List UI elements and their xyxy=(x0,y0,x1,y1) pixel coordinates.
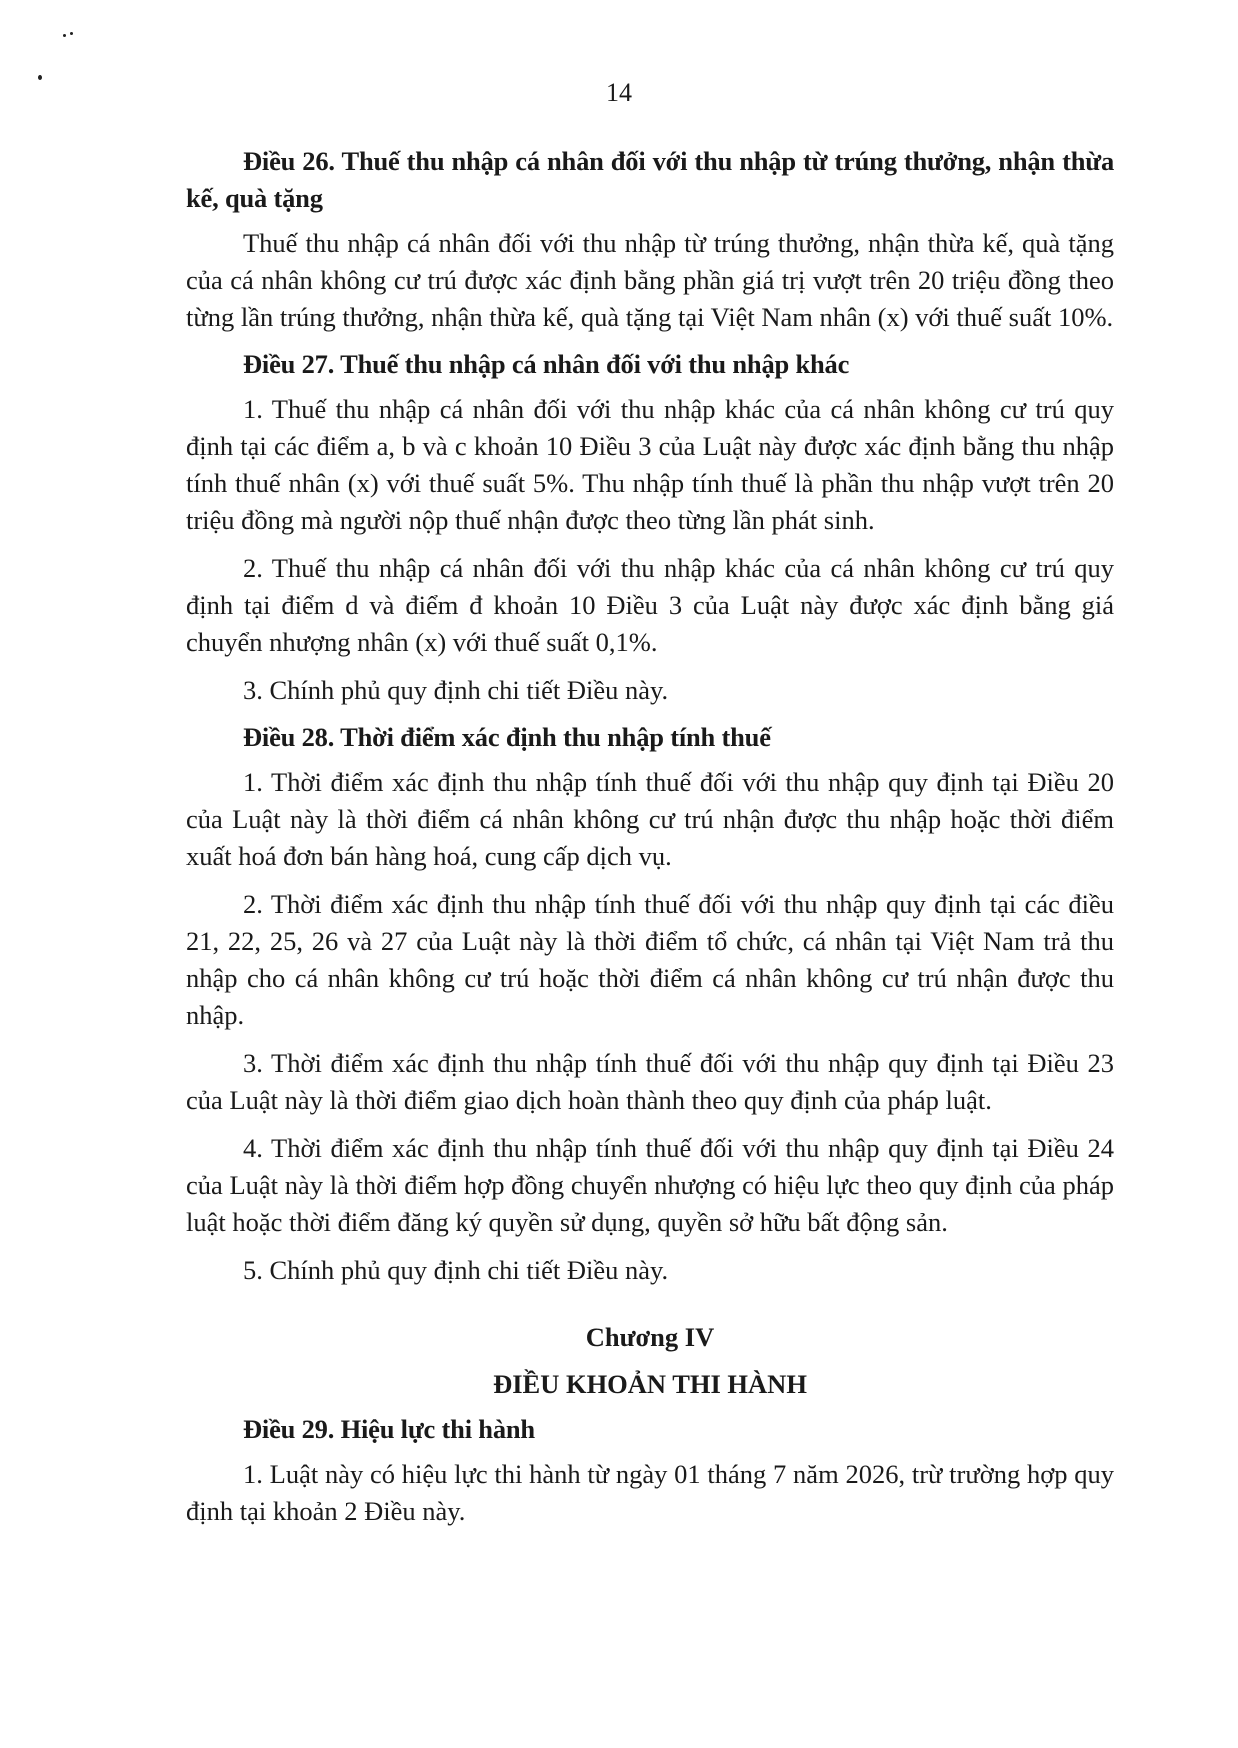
article-paragraph: 3. Thời điểm xác định thu nhập tính thuế đối với thu nhập quy định tại Điều 23 của Luật này là thời điểm giao dịch hoàn thành theo quy định của pháp luật. xyxy=(186,1048,1114,1115)
article-paragraph: 2. Thời điểm xác định thu nhập tính thuế đối với thu nhập quy định tại các điều 21, 22, 25, 26 và 27 của Luật này là thời điểm tổ chức, cá nhân tại Việt Nam trả thu nhập cho cá nhân không cư trú hoặc thời điểm cá nhân không cư trú nhận được thu nhập. xyxy=(186,889,1114,1030)
article-heading: Điều 28. Thời điểm xác định thu nhập tính thuế xyxy=(243,722,771,752)
article-paragraph: 1. Luật này có hiệu lực thi hành từ ngày 01 tháng 7 năm 2026, trừ trường hợp quy định tại khoản 2 Điều này. xyxy=(186,1459,1114,1526)
chapter-title: ĐIỀU KHOẢN THI HÀNH xyxy=(493,1369,807,1399)
article-paragraph: Thuế thu nhập cá nhân đối với thu nhập từ trúng thưởng, nhận thừa kế, quà tặng của cá nhân không cư trú được xác định bằng phần giá trị vượt trên 20 triệu đồng theo từng lần trúng thưởng, nhận thừa kế, quà tặng tại Việt Nam nhân (x) với thuế suất 10%. xyxy=(186,228,1114,332)
scan-speck xyxy=(70,32,73,35)
chapter-label: Chương IV xyxy=(585,1322,715,1352)
article-paragraph: 5. Chính phủ quy định chi tiết Điều này. xyxy=(243,1255,669,1285)
document-body xyxy=(186,143,1114,1530)
page-number: 14 xyxy=(606,78,632,107)
article-heading: Điều 27. Thuế thu nhập cá nhân đối với thu nhập khác xyxy=(243,349,850,379)
article-27 xyxy=(186,346,1114,709)
article-29 xyxy=(186,1411,1114,1530)
article-heading: Điều 26. Thuế thu nhập cá nhân đối với thu nhập từ trúng thưởng, nhận thừa kế, quà tặng xyxy=(186,146,1114,213)
scan-speck xyxy=(63,34,66,37)
article-paragraph: 4. Thời điểm xác định thu nhập tính thuế đối với thu nhập quy định tại Điều 24 của Luật này là thời điểm hợp đồng chuyển nhượng có hiệu lực theo quy định của pháp luật hoặc thời điểm đăng ký quyền sử dụng, quyền sở hữu bất động sản. xyxy=(186,1133,1114,1237)
article-heading: Điều 29. Hiệu lực thi hành xyxy=(243,1414,535,1444)
article-paragraph: 1. Thời điểm xác định thu nhập tính thuế đối với thu nhập quy định tại Điều 20 của Luật này là thời điểm cá nhân không cư trú nhận được thu nhập hoặc thời điểm xuất hoá đơn bán hàng hoá, cung cấp dịch vụ. xyxy=(186,767,1114,871)
article-paragraph: 3. Chính phủ quy định chi tiết Điều này. xyxy=(243,675,669,705)
article-paragraph: 2. Thuế thu nhập cá nhân đối với thu nhập khác của cá nhân không cư trú quy định tại điểm d và điểm đ khoản 10 Điều 3 của Luật này được xác định bằng giá chuyển nhượng nhân (x) với thuế suất 0,1%. xyxy=(186,553,1114,657)
chapter-iv xyxy=(186,1319,1114,1403)
article-26 xyxy=(186,143,1114,336)
article-28 xyxy=(186,719,1114,1289)
article-paragraph: 1. Thuế thu nhập cá nhân đối với thu nhập khác của cá nhân không cư trú quy định tại các điểm a, b và c khoản 10 Điều 3 của Luật này được xác định bằng thu nhập tính thuế nhân (x) với thuế suất 5%. Thu nhập tính thuế là phần thu nhập vượt trên 20 triệu đồng mà người nộp thuế nhận được theo từng lần phát sinh. xyxy=(186,394,1114,535)
